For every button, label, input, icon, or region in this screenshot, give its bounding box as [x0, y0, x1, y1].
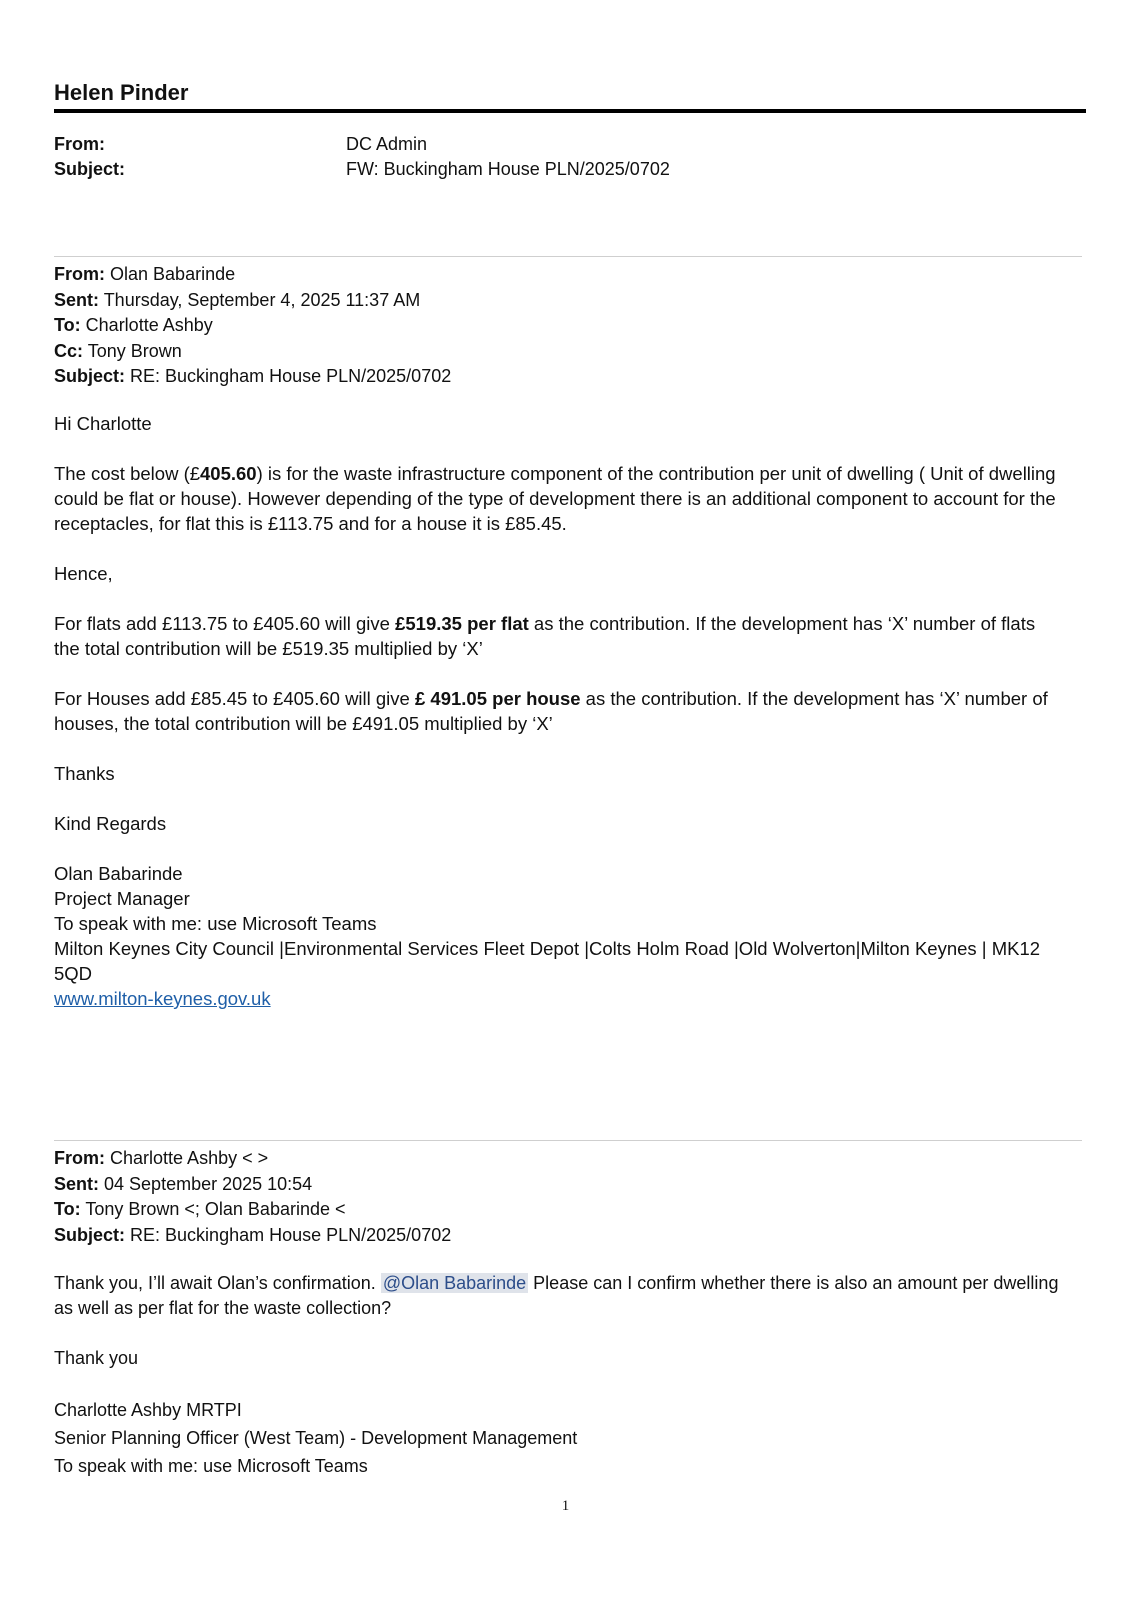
email1-signature-teams: To speak with me: use Microsoft Teams [54, 913, 377, 934]
outer-from-label: From: [54, 134, 105, 154]
email2-header [54, 1146, 451, 1248]
email2-message: Thank you, I’ll await Olan’s confirmation. @Olan Babarinde Please can I confirm whether there is also an amount per dwelling as well as per flat for the waste collection? [54, 1273, 1059, 1318]
email1-body [54, 411, 1064, 1011]
email1-greeting: Hi Charlotte [54, 413, 152, 434]
email1-header [54, 262, 451, 390]
email1-from: From: Olan Babarinde [54, 264, 236, 284]
email1-divider [54, 256, 1082, 257]
header-divider [54, 109, 1086, 113]
email1-cost-paragraph: The cost below (£405.60) is for the waste infrastructure component of the contribution per unit of dwelling ( Unit of dwelling could be flat or house). However depending of the type of development there is an additional component to account for the receptacles, for flat this is £113.75 and for a house it is £85.45. [54, 463, 1056, 534]
email2-body [54, 1271, 1064, 1480]
email2-signature-teams: To speak with me: use Microsoft Teams [54, 1456, 368, 1476]
email2-signature-title: Senior Planning Officer (West Team) - Development Management [54, 1428, 578, 1448]
email2-thank-you: Thank you [54, 1348, 139, 1368]
email1-to: To: Charlotte Ashby [54, 315, 213, 335]
outer-from-value: DC Admin [346, 134, 428, 154]
email2-signature-name: Charlotte Ashby MRTPI [54, 1400, 242, 1420]
email2-sent: Sent: 04 September 2025 10:54 [54, 1173, 313, 1194]
email1-signature-name: Olan Babarinde [54, 863, 183, 884]
page-number: 1 [561, 1498, 570, 1514]
mailbox-owner-name: Helen Pinder [54, 80, 189, 105]
email1-regards: Kind Regards [54, 813, 167, 834]
email1-flats-paragraph: For flats add £113.75 to £405.60 will give £519.35 per flat as the contribution. If the development has ‘X’ number of flats the total contribution will be £519.35 multiplied by ‘X’ [54, 613, 1036, 659]
email1-signature-address: Milton Keynes City Council |Environmental Services Fleet Depot |Colts Holm Road |Old Wolverton|Milton Keynes | MK12 5QD [54, 938, 1041, 984]
outer-subject-label: Subject: [54, 159, 126, 179]
email1-cc: Cc: Tony Brown [54, 340, 182, 361]
email2-subject: Subject: RE: Buckingham House PLN/2025/0702 [54, 1224, 452, 1245]
email1-thanks: Thanks [54, 763, 115, 784]
email1-sent: Sent: Thursday, September 4, 2025 11:37 AM [54, 289, 421, 310]
email2-to: To: Tony Brown <; Olan Babarinde < [54, 1199, 346, 1219]
outer-subject-value: FW: Buckingham House PLN/2025/0702 [346, 159, 670, 179]
email2-from: From: Charlotte Ashby < > [54, 1148, 269, 1168]
email1-subject: Subject: RE: Buckingham House PLN/2025/0702 [54, 366, 452, 386]
email1-signature-title: Project Manager [54, 888, 190, 909]
email1-houses-paragraph: For Houses add £85.45 to £405.60 will give £ 491.05 per house as the contribution. If the development has ‘X’ number of houses, the total contribution will be £491.05 multiplied by ‘X’ [54, 688, 1048, 734]
mention-olan-babarinde[interactable]: @Olan Babarinde [382, 1273, 527, 1293]
website-link[interactable]: www.milton-keynes.gov.uk [54, 988, 271, 1009]
email2-divider [54, 1140, 1082, 1141]
email1-hence: Hence, [54, 563, 113, 584]
